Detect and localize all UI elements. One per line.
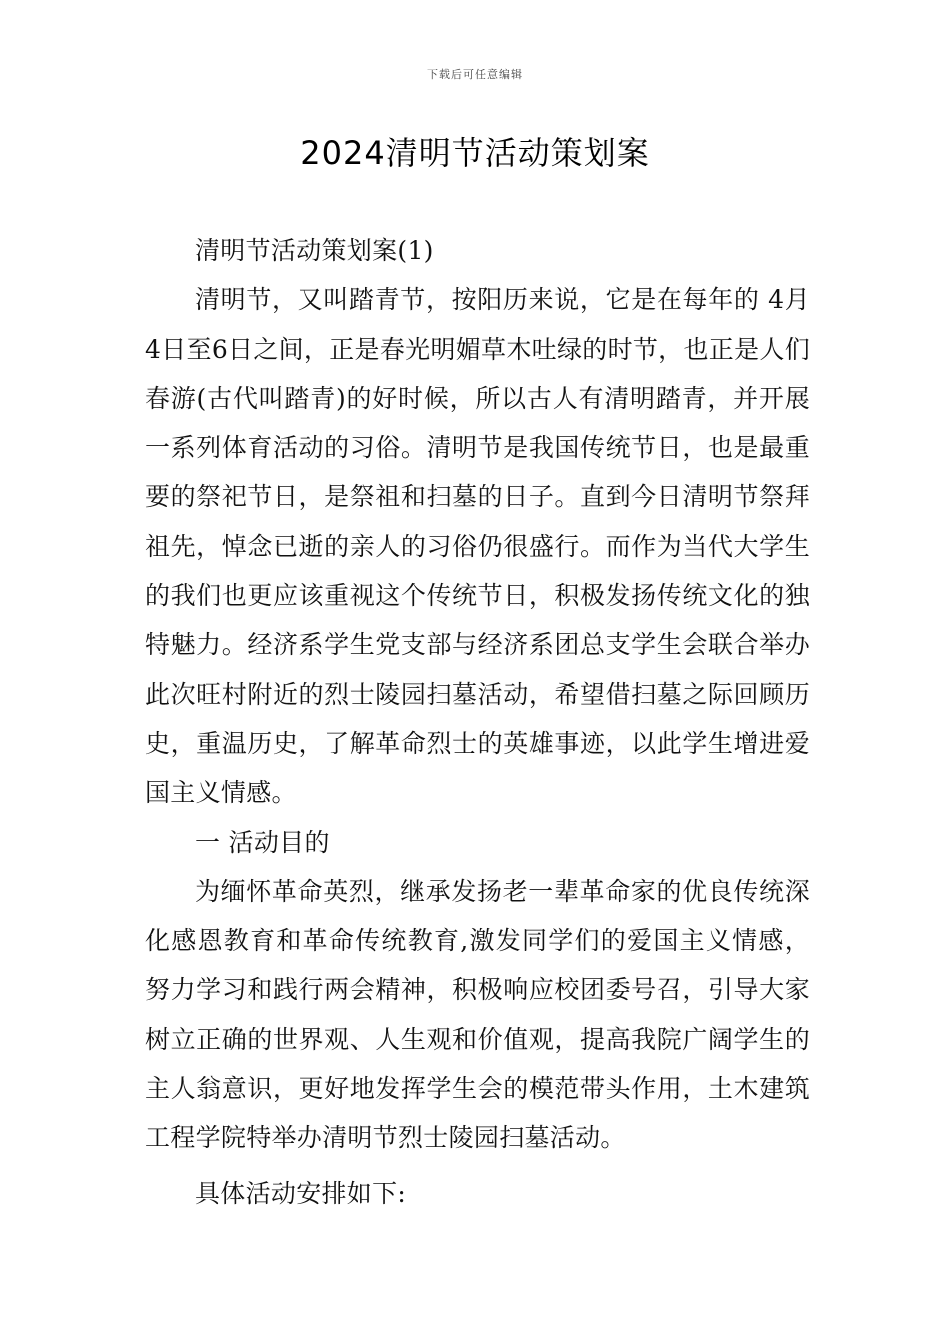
document-body xyxy=(145,226,810,1218)
paragraph-purpose: 为缅怀革命英烈，继承发扬老一辈革命家的优良传统深化感恩教育和革命传统教育,激发同学们的爱国主义情感，努力学习和践行两会精神，积极响应校团委号召，引导大家树立正确的世界观、人生观和价值观，提高我院广阔学生的主人翁意识，更好地发挥学生会的模范带头作用，土木建筑工程学院特举办清明节烈士陵园扫墓活动。 xyxy=(145,876,810,1153)
section-subtitle: 清明节活动策划案(1) xyxy=(195,236,434,265)
paragraph-schedule-intro: 具体活动安排如下: xyxy=(195,1178,407,1208)
header-note: 下载后可任意编辑 xyxy=(427,68,523,81)
section-heading-purpose: 一 活动目的 xyxy=(195,827,330,857)
paragraph-introduction: 清明节，又叫踏青节，按阳历来说，它是在每年的 4月4日至6日之间，正是春光明媚草木吐绿的时节，也正是人们春游(古代叫踏青)的好时候，所以古人有清明踏青，并开展一系列体育活动的习俗。清明节是我国传统节日，也是最重要的祭祀节日，是祭祖和扫墓的日子。直到今日清明节祭拜祖先，悼念已逝的亲人的习俗仍很盛行。而作为当代大学生的我们也更应该重视这个传统节日，积极发扬传统文化的独特魅力。经济系学生党支部与经济系团总支学生会联合举办此次旺村附近的烈士陵园扫墓活动，希望借扫墓之际回顾历史，重温历史，了解革命烈士的英雄事迹，以此学生增进爱国主义情感。 xyxy=(145,285,810,808)
document-title: 2024清明节活动策划案 xyxy=(300,134,650,172)
